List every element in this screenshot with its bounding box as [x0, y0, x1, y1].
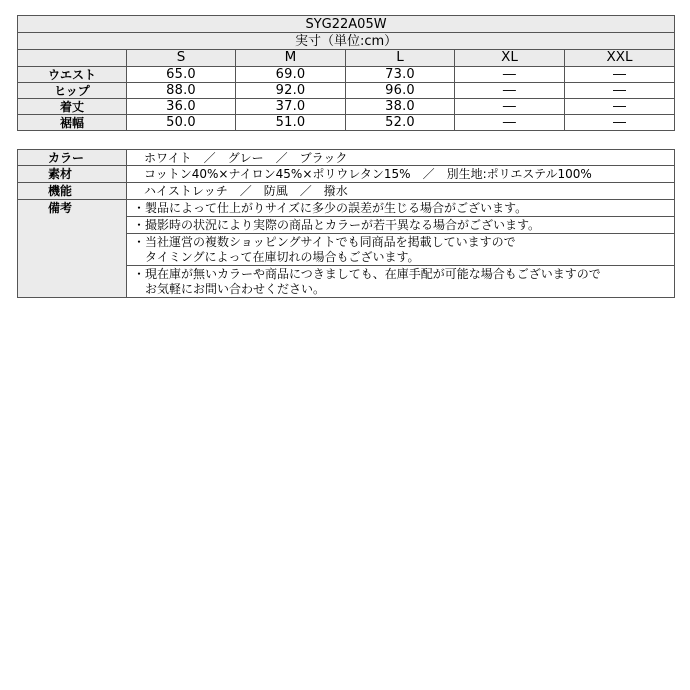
size-value: 69.0 — [236, 67, 346, 83]
note-item — [127, 217, 675, 234]
function-value: ハイストレッチ ／ 防風 ／ 撥水 — [127, 183, 675, 200]
size-value: 52.0 — [346, 115, 455, 131]
size-value: 51.0 — [236, 115, 346, 131]
note-item — [127, 234, 675, 266]
size-row-hip — [18, 83, 675, 99]
color-label: カラー — [18, 150, 127, 166]
size-value: ― — [455, 83, 565, 99]
notes-label: 備考 — [18, 200, 127, 298]
size-value: ― — [455, 115, 565, 131]
note-line: ・製品によって仕上がりサイズに多少の誤差が生じる場合がございます。 — [133, 200, 528, 215]
size-value: 36.0 — [127, 99, 236, 115]
row-label: 裾幅 — [18, 115, 127, 131]
color-value: ホワイト ／ グレー ／ ブラック — [127, 150, 675, 166]
size-row-length — [18, 99, 675, 115]
spec-table — [17, 149, 675, 298]
size-value: ― — [455, 99, 565, 115]
size-table-subtitle: 実寸（単位:cm） — [18, 33, 675, 50]
function-label: 機能 — [18, 183, 127, 200]
product-code: SYG22A05W — [18, 16, 675, 33]
note-item — [127, 266, 675, 298]
size-value: ― — [455, 67, 565, 83]
size-value: 37.0 — [236, 99, 346, 115]
col-header-s: S — [127, 50, 236, 67]
material-label: 素材 — [18, 166, 127, 183]
size-value: 96.0 — [346, 83, 455, 99]
size-value: 38.0 — [346, 99, 455, 115]
size-value: 92.0 — [236, 83, 346, 99]
col-header-xl: XL — [455, 50, 565, 67]
size-value: ― — [565, 115, 675, 131]
size-table — [17, 15, 675, 131]
row-label: 着丈 — [18, 99, 127, 115]
size-row-hem-width — [18, 115, 675, 131]
col-header-l: L — [346, 50, 455, 67]
size-value: 65.0 — [127, 67, 236, 83]
size-value: 50.0 — [127, 115, 236, 131]
row-label: ウエスト — [18, 67, 127, 83]
note-item — [127, 200, 675, 217]
size-value: 88.0 — [127, 83, 236, 99]
size-row-waist — [18, 67, 675, 83]
material-value: コットン40%×ナイロン45%×ポリウレタン15% ／ 別生地:ポリエステル100% — [127, 166, 675, 183]
note-line: タイミングによって在庫切れの場合もございます。 — [133, 249, 420, 264]
size-value: ― — [565, 99, 675, 115]
col-header-m: M — [236, 50, 346, 67]
note-line: お気軽にお問い合わせください。 — [133, 281, 326, 296]
row-label: ヒップ — [18, 83, 127, 99]
note-line: ・当社運営の複数ショッピングサイトでも同商品を掲載していますので — [133, 234, 516, 249]
size-value: ― — [565, 83, 675, 99]
corner-cell — [18, 50, 127, 67]
size-value: ― — [565, 67, 675, 83]
note-line: ・現在庫が無いカラーや商品につきましても、在庫手配が可能な場合もございますので — [133, 266, 601, 281]
size-value: 73.0 — [346, 67, 455, 83]
col-header-xxl: XXL — [565, 50, 675, 67]
note-line: ・撮影時の状況により実際の商品とカラーが若干異なる場合がございます。 — [133, 217, 541, 232]
